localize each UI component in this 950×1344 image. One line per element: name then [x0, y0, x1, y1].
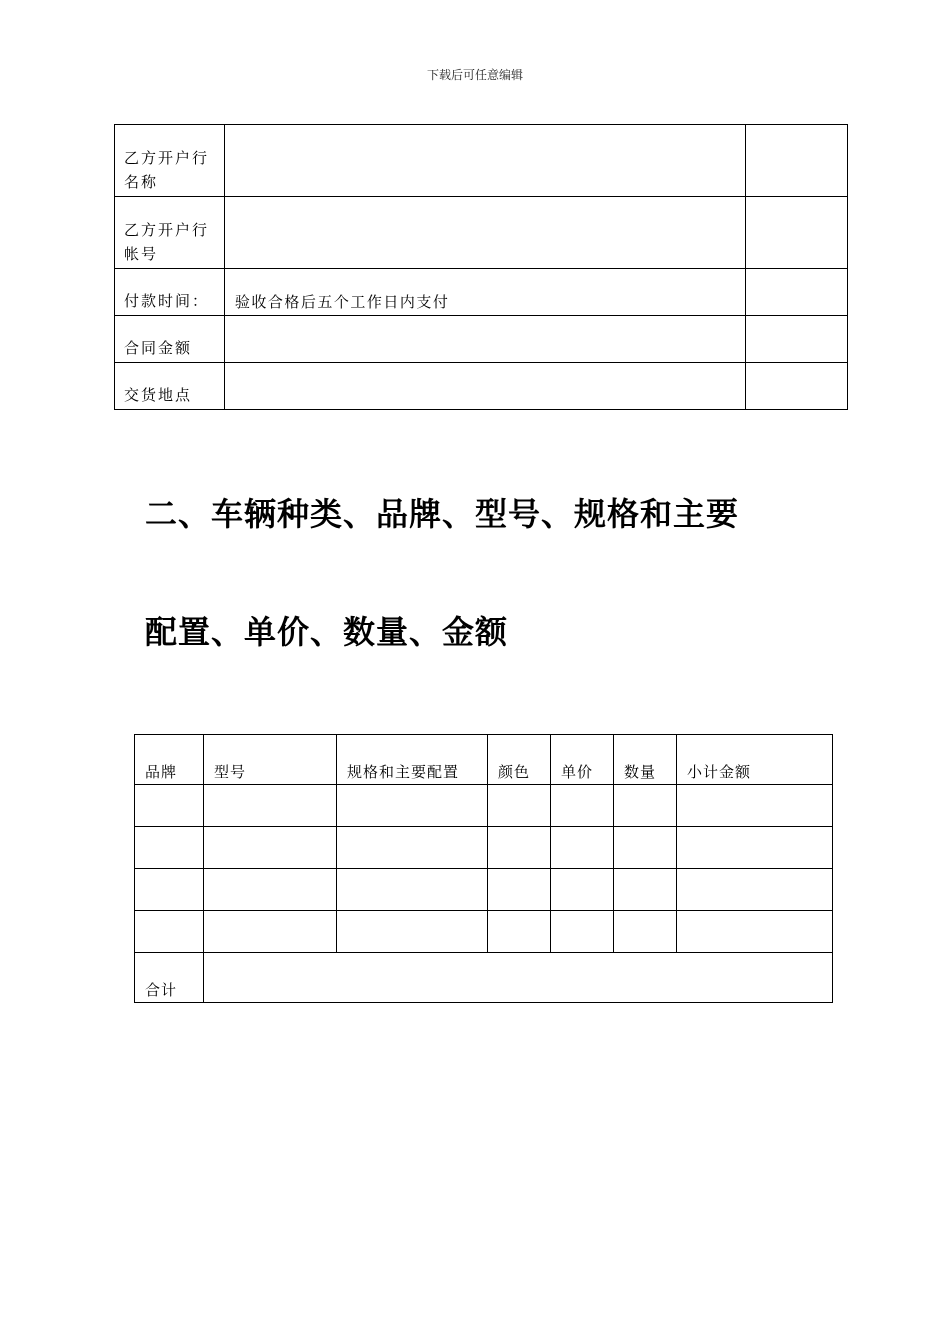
payment-time-extra [746, 269, 848, 316]
table-cell [135, 827, 204, 869]
header-model: 型号 [204, 735, 337, 785]
table-cell [337, 911, 488, 953]
table-header-row [135, 735, 833, 785]
vehicle-spec-table [134, 734, 833, 1003]
bank-name-label: 乙方开户行名称 [115, 125, 225, 197]
section-title-line-2: 配置、单价、数量、金额 [145, 613, 509, 651]
table-row [115, 197, 848, 269]
table-row [115, 269, 848, 316]
table-cell [677, 827, 833, 869]
table-cell [614, 911, 677, 953]
table-cell [488, 869, 551, 911]
table-cell [337, 869, 488, 911]
table-cell [135, 911, 204, 953]
total-label: 合计 [135, 953, 204, 1003]
header-quantity: 数量 [614, 735, 677, 785]
table-cell [135, 869, 204, 911]
table-row [115, 316, 848, 363]
table-cell [337, 827, 488, 869]
table-cell [204, 827, 337, 869]
bank-name-extra [746, 125, 848, 197]
table-cell [135, 785, 204, 827]
header-subtotal: 小计金额 [677, 735, 833, 785]
delivery-place-value [224, 363, 745, 410]
total-row [135, 953, 833, 1003]
table-cell [551, 827, 614, 869]
contract-amount-extra [746, 316, 848, 363]
table-row [135, 785, 833, 827]
table-row [135, 911, 833, 953]
bank-account-extra [746, 197, 848, 269]
delivery-place-label: 交货地点 [115, 363, 225, 410]
table-cell [677, 911, 833, 953]
delivery-place-extra [746, 363, 848, 410]
contract-amount-value [224, 316, 745, 363]
table-cell [204, 785, 337, 827]
bank-account-label: 乙方开户行帐号 [115, 197, 225, 269]
payment-time-value: 验收合格后五个工作日内支付 [224, 269, 745, 316]
header-spec: 规格和主要配置 [337, 735, 488, 785]
header-color: 颜色 [488, 735, 551, 785]
table-cell [488, 827, 551, 869]
header-brand: 品牌 [135, 735, 204, 785]
table-cell [488, 785, 551, 827]
header-unit-price: 单价 [551, 735, 614, 785]
table-cell [677, 785, 833, 827]
table-row [115, 363, 848, 410]
table-cell [551, 785, 614, 827]
payment-time-label: 付款时间： [115, 269, 225, 316]
table-cell [614, 827, 677, 869]
table-cell [488, 911, 551, 953]
table-cell [614, 785, 677, 827]
table-cell [614, 869, 677, 911]
section-title-line-1: 二、车辆种类、品牌、型号、规格和主要 [145, 495, 740, 533]
payment-info-table [114, 124, 848, 410]
table-row [135, 827, 833, 869]
table-cell [204, 869, 337, 911]
contract-amount-label: 合同金额 [115, 316, 225, 363]
table-cell [677, 869, 833, 911]
table-cell [551, 911, 614, 953]
table-cell [551, 869, 614, 911]
table-row [135, 869, 833, 911]
header-note: 下载后可任意编辑 [426, 68, 523, 82]
table-cell [204, 911, 337, 953]
total-value [204, 953, 833, 1003]
table-cell [337, 785, 488, 827]
bank-account-value [224, 197, 745, 269]
bank-name-value [224, 125, 745, 197]
table-row [115, 125, 848, 197]
